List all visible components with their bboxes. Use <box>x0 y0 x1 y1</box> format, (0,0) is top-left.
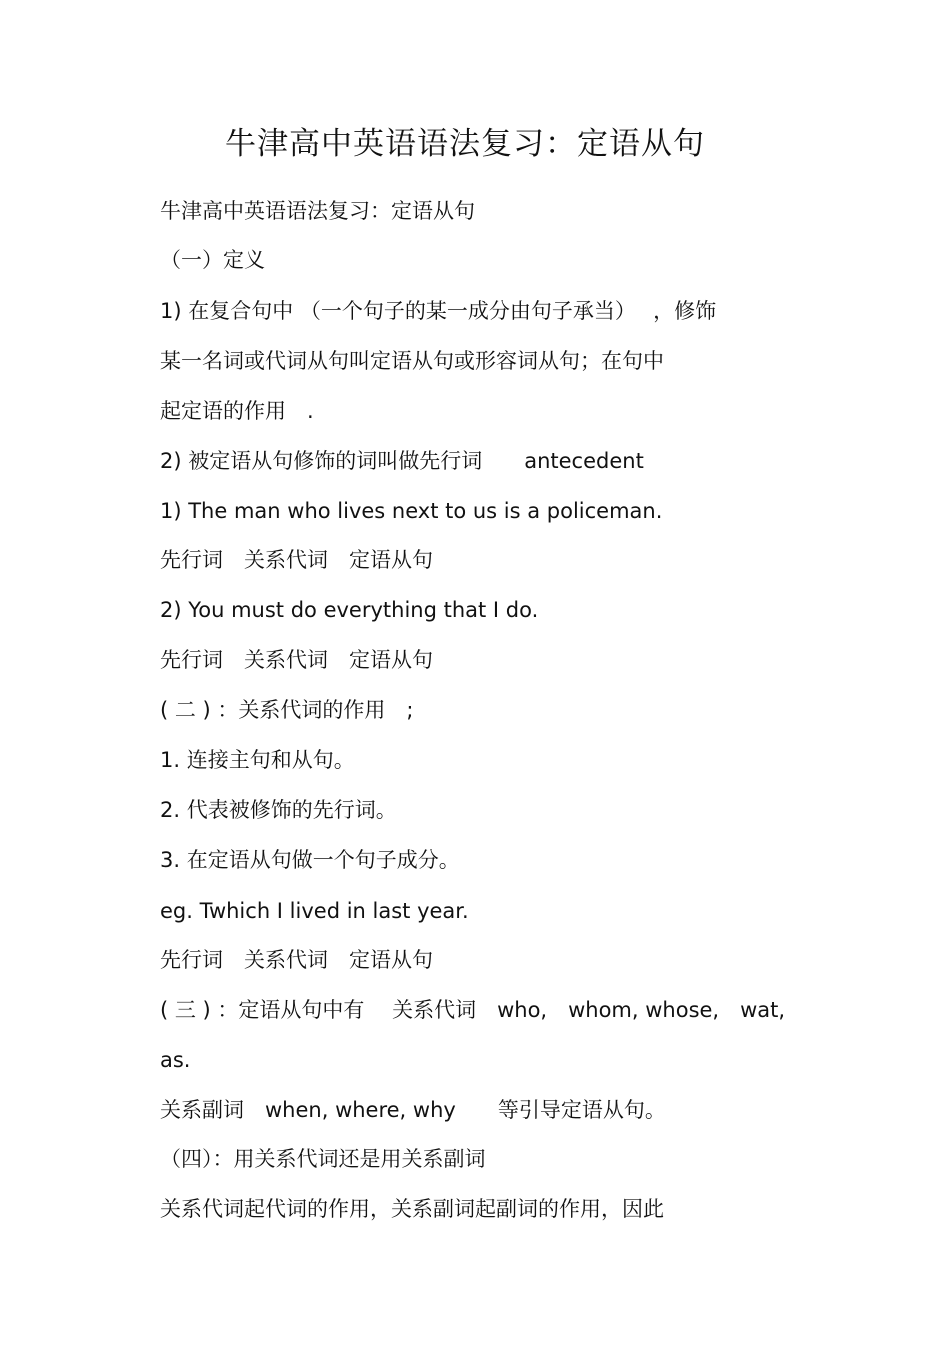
document-title: 牛津高中英语语法复习：定语从句 <box>225 126 705 162</box>
example-sentence: eg. Twhich I lived in last year. <box>160 899 469 923</box>
text-line: 1) 在复合句中 （一个句子的某一成分由句子承当） ，修饰 <box>160 299 717 323</box>
text-line: as. <box>160 1048 191 1072</box>
list-item: 3. 在定语从句做一个句子成分。 <box>160 848 460 872</box>
text-line: 关系副词 when, where, why 等引导定语从句。 <box>160 1098 666 1122</box>
section-heading: ( 三 ) ：定语从句中有 关系代词 who, whom, whose, wat, <box>160 998 786 1022</box>
section-heading: ( 二 ) ：关系代词的作用 ; <box>160 698 414 722</box>
example-sentence: 2) You must do everything that I do. <box>160 598 539 622</box>
text-line: 关系代词起代词的作用，关系副词起副词的作用，因此 <box>160 1197 664 1221</box>
text-line: 起定语的作用 . <box>160 399 314 423</box>
section-heading: （四）：用关系代词还是用关系副词 <box>160 1147 486 1171</box>
list-item: 2. 代表被修饰的先行词。 <box>160 798 397 822</box>
text-line: 牛津高中英语语法复习：定语从句 <box>160 199 475 223</box>
example-annotation: 先行词 关系代词 定语从句 <box>160 548 433 572</box>
section-heading: （一）定义 <box>160 248 265 272</box>
example-annotation: 先行词 关系代词 定语从句 <box>160 648 433 672</box>
text-line: 2) 被定语从句修饰的词叫做先行词 antecedent <box>160 449 644 473</box>
list-item: 1. 连接主句和从句。 <box>160 748 355 772</box>
example-sentence: 1) The man who lives next to us is a policeman. <box>160 499 663 523</box>
text-line: 某一名词或代词从句叫定语从句或形容词从句；在句中 <box>160 349 664 373</box>
example-annotation: 先行词 关系代词 定语从句 <box>160 948 433 972</box>
